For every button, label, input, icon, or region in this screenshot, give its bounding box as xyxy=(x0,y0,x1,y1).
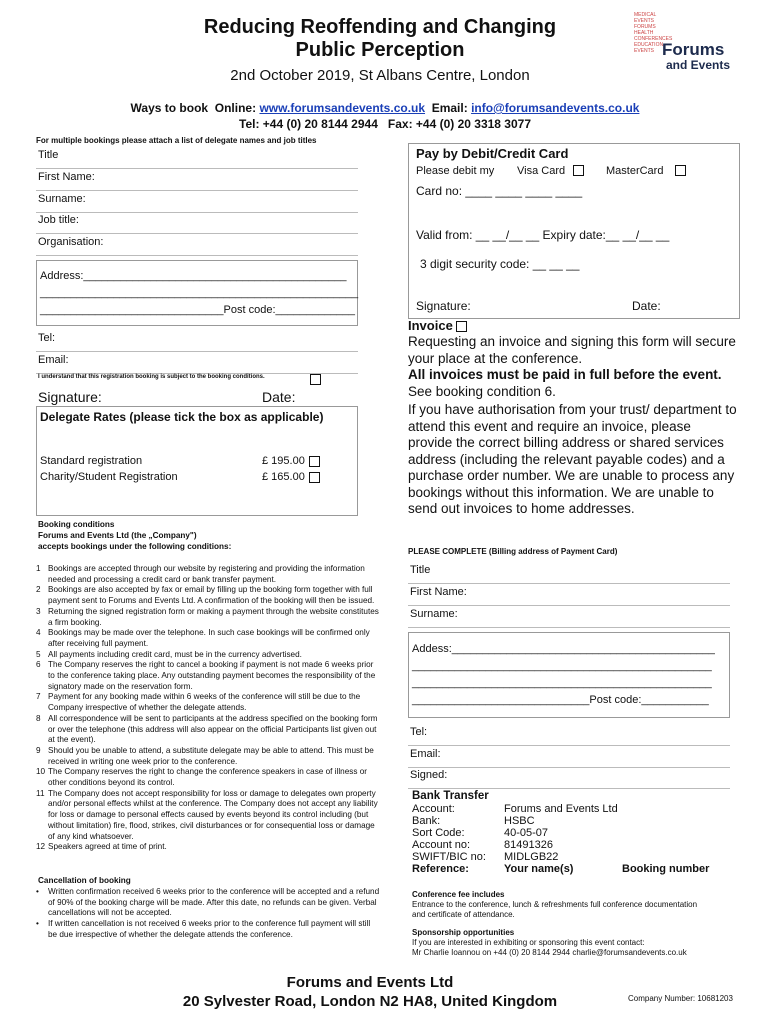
card-number-field[interactable]: Card no: ____ ____ ____ ____ xyxy=(416,184,583,198)
charity-registration-label: Charity/Student Registration xyxy=(40,471,178,483)
sponsorship-text-1: If you are interested in exhibiting or sponsoring this event contact: xyxy=(412,938,645,947)
condition-item: 6 The Company reserves the right to cancel a booking if payment is not made 6 weeks prior to the conference taking place. Any outstanding payment becomes the responsibility of the signatory made on the reservation form. xyxy=(36,660,376,691)
delegate-signature-label[interactable]: Signature: xyxy=(38,389,102,405)
billing-title-field[interactable]: Title xyxy=(408,564,730,584)
fax-number: Fax: +44 (0) 20 3318 3077 xyxy=(387,117,531,131)
title-field[interactable]: Title xyxy=(36,149,358,169)
billing-signed-field[interactable]: Signed: xyxy=(408,769,730,789)
surname-field[interactable]: Surname: xyxy=(36,193,358,213)
valid-expiry-field[interactable]: Valid from: __ __/__ __ Expiry date:__ __/__ __ xyxy=(416,228,670,242)
card-payment-heading: Pay by Debit/Credit Card xyxy=(416,146,569,161)
standard-registration-label: Standard registration xyxy=(40,455,143,467)
booking-contacts xyxy=(60,100,710,116)
cancellation-item: • If written cancellation is not received 6 weeks prior to the conference full payment will still be due irrespective of whether the delegate attends the conference. xyxy=(36,919,371,939)
forums-events-logo xyxy=(634,12,744,90)
standard-registration-checkbox[interactable] xyxy=(309,456,320,467)
company-number: Company Number: 10681203 xyxy=(628,994,733,1003)
standard-registration-price: £ 195.00 xyxy=(262,455,305,467)
billing-address-line-2[interactable]: _________________________________________________ xyxy=(412,660,712,672)
form-title-line2: Public Perception xyxy=(295,39,465,61)
ways-to-book-label: Ways to book xyxy=(130,101,209,115)
condition-item: 12 Speakers agreed at time of print. xyxy=(36,842,167,852)
logo-text-and-events: and Events xyxy=(666,58,731,72)
billing-surname-field[interactable]: Surname: xyxy=(408,608,730,628)
email-label: Email: xyxy=(431,101,468,115)
bank-transfer-heading: Bank Transfer xyxy=(412,790,489,802)
agree-conditions-checkbox[interactable] xyxy=(310,374,321,385)
logo-word-collage: MEDICAL EVENTS FORUMS HEALTH CONFERENCES EDUCATION EVENTS xyxy=(634,12,673,54)
condition-item: 2 Bookings are also accepted by fax or email by filling up the booking form together with full payment sent to Forums and Events Ltd. A confirmation of the booking will then be issued. xyxy=(36,585,375,606)
online-label: Online: xyxy=(214,101,257,115)
postcode-line[interactable]: ______________________________Post code:_____________ xyxy=(40,304,356,316)
email-link[interactable]: info@forumsandevents.co.uk xyxy=(471,101,640,115)
website-link[interactable]: www.forumsandevents.co.uk xyxy=(259,101,426,115)
email-field[interactable]: Email: xyxy=(36,354,358,374)
first-name-field[interactable]: First Name: xyxy=(36,171,358,191)
event-date-venue: 2nd October 2019, St Albans Centre, London xyxy=(230,67,530,84)
condition-item: 10 The Company reserves the right to change the conference speakers in case of illness or other conditions beyond its control. xyxy=(36,767,368,788)
booking-phone-fax xyxy=(60,116,710,132)
condition-item: 5 All payments including credit card, must be in the currency advertised. xyxy=(36,649,302,659)
condition-item: 7 Payment for any booking made within 6 weeks of the conference will still be due to the Company irrespective of whether the delegate attends. xyxy=(36,692,361,713)
invoice-text-2: All invoices must be paid in full before the event. xyxy=(408,367,722,382)
fee-text: Entrance to the conference, lunch & refreshments full conference documentation and certificate of attendance. xyxy=(412,900,698,919)
sponsorship-heading: Sponsorship opportunities xyxy=(412,928,515,937)
logo-text-forums: Forums xyxy=(662,40,725,59)
organisation-field[interactable]: Organisation: xyxy=(36,236,358,256)
invoice-text-3: See booking condition 6. xyxy=(408,383,556,399)
footer-address: 20 Sylvester Road, London N2 HA8, United Kingdom xyxy=(182,993,558,1010)
invoice-text-1: Requesting an invoice and signing this form will secure your place at the conference. xyxy=(408,334,736,366)
card-date-label[interactable]: Date: xyxy=(632,299,661,313)
cancellation-heading: Cancellation of booking xyxy=(38,876,131,885)
billing-first-name-field[interactable]: First Name: xyxy=(408,586,730,606)
invoice-heading: Invoice xyxy=(408,318,467,333)
phone-number: Tel: +44 (0) 20 8144 2944 xyxy=(239,117,378,131)
card-signature-label[interactable]: Signature: xyxy=(416,299,471,313)
charity-registration-checkbox[interactable] xyxy=(309,472,320,483)
security-code-field[interactable]: 3 digit security code: __ __ __ xyxy=(420,257,580,271)
booking-conditions-list xyxy=(36,564,380,853)
charity-registration-price: £ 165.00 xyxy=(262,471,305,483)
billing-email-field[interactable]: Email: xyxy=(408,748,730,768)
tel-field[interactable]: Tel: xyxy=(36,332,358,352)
form-title-line1: Reducing Reoffending and Changing xyxy=(203,16,557,38)
condition-item: 4 Bookings may be made over the telephone. In such case bookings will be confirmed only after receiving full payment. xyxy=(36,628,370,648)
invoice-text xyxy=(408,334,738,518)
billing-heading: PLEASE COMPLETE (Billing address of Payment Card) xyxy=(408,547,618,556)
job-title-field[interactable]: Job title: xyxy=(36,214,358,234)
address-line-2[interactable]: ____________________________________________________ xyxy=(40,287,359,299)
cancellation-item: • Written confirmation received 6 weeks prior to the conference will be accepted and a refund of 90% of the booking charge will be made. After this date, no refunds can be given. Verbal cancellations will not be accepted. xyxy=(36,887,380,918)
mastercard-label: MasterCard xyxy=(606,165,664,177)
sponsorship-text-2: Mr Charlie Ioannou on +44 (0) 20 8144 2944 charlie@forumsandevents.co.uk xyxy=(412,948,687,957)
condition-item: 8 All correspondence will be sent to participants at the address specified on the booking form or over the telephone (this address will also appear on the official Participants list given out at the event). xyxy=(36,713,378,745)
delegate-date-label[interactable]: Date: xyxy=(262,389,296,405)
mastercard-checkbox[interactable] xyxy=(675,165,686,176)
booking-conditions-heading: Booking conditions Forums and Events Ltd (the „Company") accepts bookings under the following conditions: xyxy=(38,520,232,551)
billing-postcode-line[interactable]: _____________________________Post code:___________ xyxy=(412,694,709,706)
billing-address-line-3[interactable]: _________________________________________________ xyxy=(412,677,712,689)
condition-item: 1 Bookings are accepted through our website by registering and providing the information needed and processing a credit card or bank transfer payment. xyxy=(36,564,365,584)
invoice-checkbox[interactable] xyxy=(456,321,467,332)
condition-item: 11 The Company does not accept responsibility for loss or damage to delegates own property and/or personal effects whilst at the conference. The Company does not accept any liability for loss or damage to personal effects caused by events beyond its control including (but without limitation) fire, flood, strikes, civil disturbances or for consequential loss or damage of any kind whatsoever. xyxy=(36,788,378,841)
multiple-bookings-note: For multiple bookings please attach a list of delegate names and job titles xyxy=(36,136,317,145)
condition-item: 3 Returning the signed registration form or making a payment through the website constitutes a firm booking. xyxy=(36,606,379,627)
billing-address-line-1[interactable]: Addess:___________________________________________ xyxy=(412,643,715,655)
delegate-rates-heading: Delegate Rates (please tick the box as applicable) xyxy=(40,410,324,424)
billing-tel-field[interactable]: Tel: xyxy=(408,726,730,746)
visa-label: Visa Card xyxy=(517,165,566,177)
condition-item: 9 Should you be unable to attend, a substitute delegate may be able to attend. This must be received in writing one week prior to the conference. xyxy=(36,745,374,766)
address-line-1[interactable]: Address:___________________________________________ xyxy=(40,270,347,282)
debit-label: Please debit my xyxy=(416,165,495,177)
cancellation-list xyxy=(36,887,380,941)
bank-details: Account: Forums and Events Ltd Bank: HSBC Sort Code: 40-05-07 Account no: 81491326 SWIFT/BIC no: MIDLGB22 Reference: Your name(s) Booking number xyxy=(412,803,710,875)
invoice-text-4: If you have authorisation from your trust/ department to attend this event and require an invoice, please provide the correct billing address or shared services address (including the relevant payable codes) and a purchase order number. We are unable to process any bookings without this information. We are unable to send out invoices to home addresses. xyxy=(408,402,737,516)
fee-heading: Conference fee includes xyxy=(412,890,505,899)
agree-conditions-text: I understand that this registration booking is subject to the booking conditions. xyxy=(38,374,265,380)
footer-company-name: Forums and Events Ltd xyxy=(286,974,454,991)
visa-checkbox[interactable] xyxy=(573,165,584,176)
